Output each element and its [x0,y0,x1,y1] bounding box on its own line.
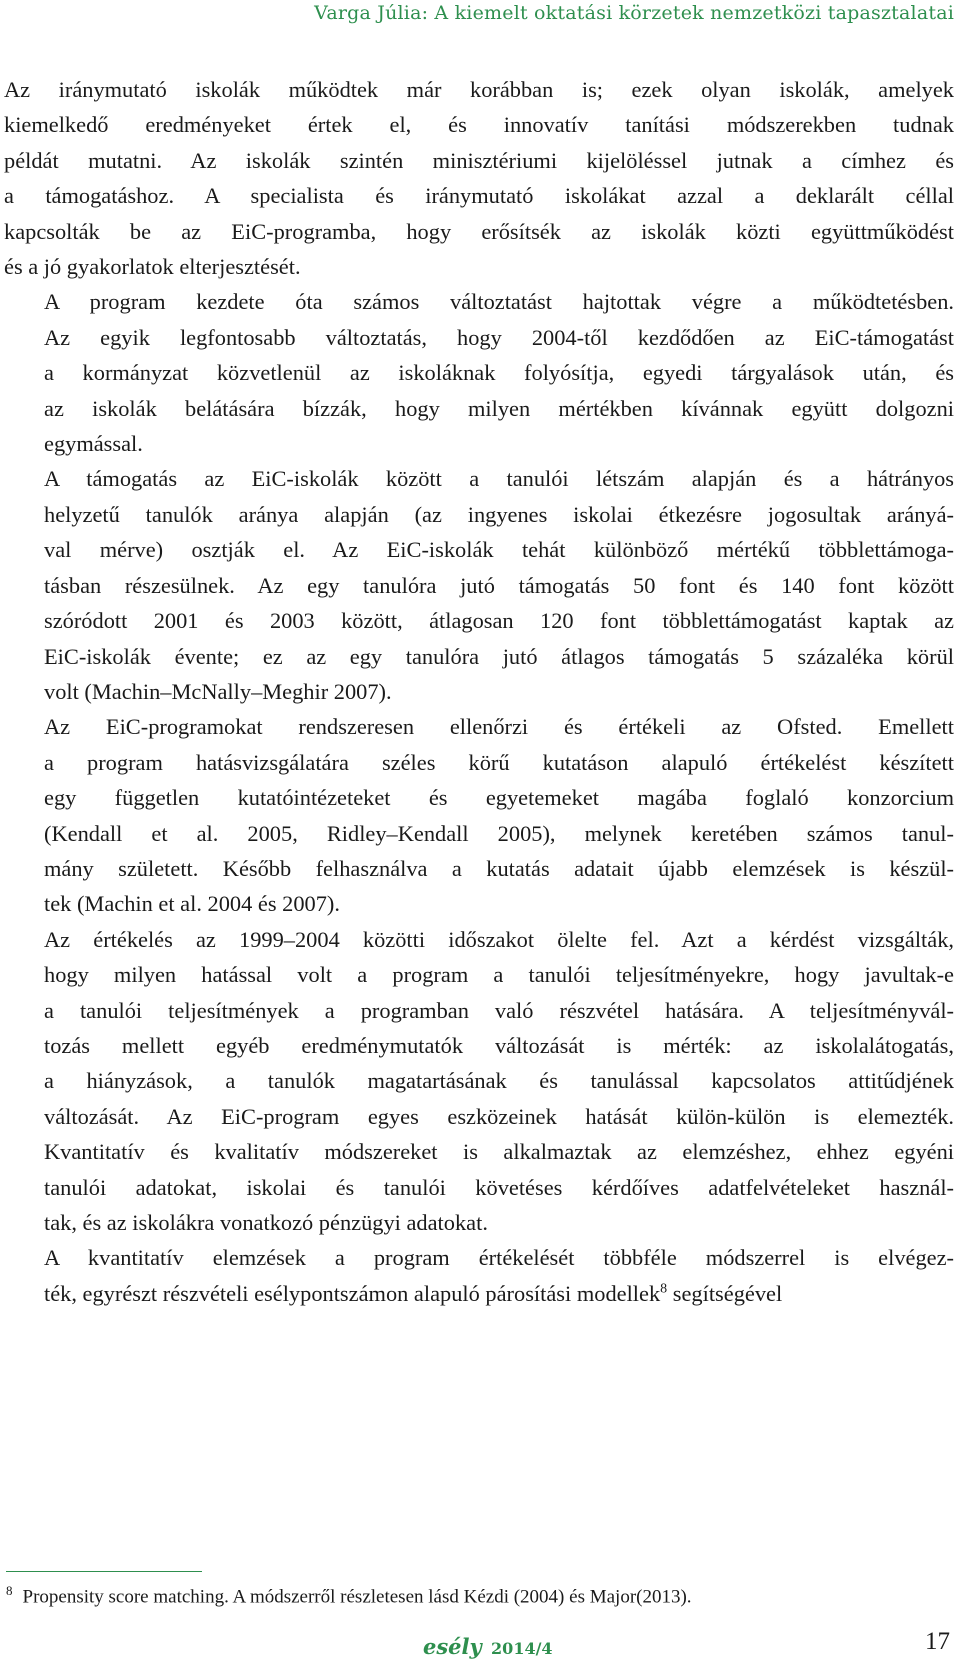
text-line: Az EiC-programokat rendszeresen ellenőrzi és értékeli az Ofsted. Emellett [44,714,954,740]
footnote-number: 8 [6,1583,13,1598]
paragraph [4,709,954,921]
text-line: A támogatás az EiC-iskolák között a tanulói létszám alapján és a hátrányos [44,466,954,492]
journal-name [423,1634,553,1659]
text-line: a támogatáshoz. A specialista és iránymutató iskolákat azzal a deklarált céllal [4,183,954,209]
text-line: és a jó gyakorlatok elterjesztését. [4,254,301,280]
text-line: Az értékelés az 1999–2004 közötti időszakot ölelte fel. Azt a kérdést vizsgálták, [44,926,954,952]
text-line: mány született. Később felhasználva a kutatás adatait újabb elemzések is készül- [44,855,954,881]
page-number: 17 [925,1628,950,1655]
text-line: val mérve) osztják el. Az EiC-iskolák tehát különböző mértékű többlettámoga- [44,537,954,563]
text-line: tanulói adatokat, iskolai és tanulói követéses kérdőíves adatfelvételeket használ- [44,1174,954,1200]
text-line: a program hatásvizsgálatára széles körű kutatáson alapuló értékelést készített [44,749,954,775]
text-line: (Kendall et al. 2005, Ridley–Kendall 2005), melynek keretében számos tanul- [44,820,954,846]
body-text [4,72,954,1311]
paragraph [4,922,954,1241]
footnote-reference[interactable]: 8 [660,1281,668,1297]
text-line: A program kezdete óta számos változtatást hajtottak végre a működtetésben. [44,289,954,315]
journal-title: esély [423,1634,482,1659]
text-line: helyzetű tanulók aránya alapján (az ingyenes iskolai étkezésre jogosultak arányá- [44,501,954,527]
text-line: Az egyik legfontosabb változtatás, hogy 2004-től kezdődően az EiC-támogatást [44,324,954,350]
text-line: példát mutatni. Az iskolák szintén minisztériumi kijelöléssel jutnak a címhez és [4,147,954,173]
footnote-text: Propensity score matching. A módszerről részletesen lásd Kézdi (2004) és Major(2013). [22,1586,692,1608]
text-line: EiC-iskolák évente; ez az egy tanulóra jutó átlagos támogatás 5 százaléka körül [44,643,954,669]
text-line: a kormányzat közvetlenül az iskoláknak folyósítja, egyedi tárgyalások után, és [44,360,954,386]
text-line: volt (Machin–McNally–Meghir 2007). [44,678,392,704]
text-line: tozás mellett egyéb eredménymutatók változását is mérték: az iskolalátogatás, [44,1032,954,1058]
text-line: kapcsolták be az EiC-programba, hogy erősítsék az iskolák közti együttműködést [4,218,954,244]
text-line: tásban részesülnek. Az egy tanulóra jutó támogatás 50 font és 140 font között [44,572,954,598]
footnote-rule [6,1571,202,1572]
text-line: a hiányzások, a tanulók magatartásának és tanulással kapcsolatos attitűdjének [44,1068,954,1094]
text-line: az iskolák belátására bízzák, hogy milyen mértékben kívánnak együtt dolgozni [44,395,954,421]
text-line: Az iránymutató iskolák működtek már korábban is; ezek olyan iskolák, amelyek [4,77,954,102]
text-line: egy független kutatóintézeteket és egyetemeket magába foglaló konzorcium [44,785,954,811]
text-line: szóródott 2001 és 2003 között, átlagosan 120 font többlettámogatást kaptak az [44,608,954,634]
text-line: a tanulói teljesítmények a programban való részvétel hatására. A teljesítményvál- [44,997,954,1023]
text-line: egymással. [44,431,143,457]
text-line: változását. Az EiC-program egyes eszközeinek hatását külön-külön is elemezték. [44,1103,954,1129]
text-line: A kvantitatív elemzések a program értékelését többféle módszerrel is elvégez- [44,1245,954,1271]
text-segment: segítségével [667,1280,783,1306]
text-line: hogy milyen hatással volt a program a tanulói teljesítményekre, hogy javultak-e [44,962,954,988]
text-segment: ték, egyrészt részvételi esélypontszámon alapuló párosítási modellek [44,1280,661,1306]
text-line: tek (Machin et al. 2004 és 2007). [44,891,340,917]
text-line: kiemelkedő eredményeket értek el, és innovatív tanítási módszerekben tudnak [4,112,954,138]
text-line: Kvantitatív és kvalitatív módszereket is alkalmaztak az elemzéshez, ehhez egyéni [44,1139,954,1165]
running-head: Varga Júlia: A kiemelt oktatási körzetek nemzetközi tapasztalatai [314,2,954,24]
paragraph [4,72,954,284]
text-line: tak, és az iskolákra vonatkozó pénzügyi adatokat. [44,1210,488,1235]
journal-issue: 2014/4 [491,1639,553,1658]
paragraph [4,284,954,461]
text-line [4,1276,954,1311]
paragraph [4,1240,954,1311]
paragraph [4,461,954,709]
footnote [6,1583,946,1608]
